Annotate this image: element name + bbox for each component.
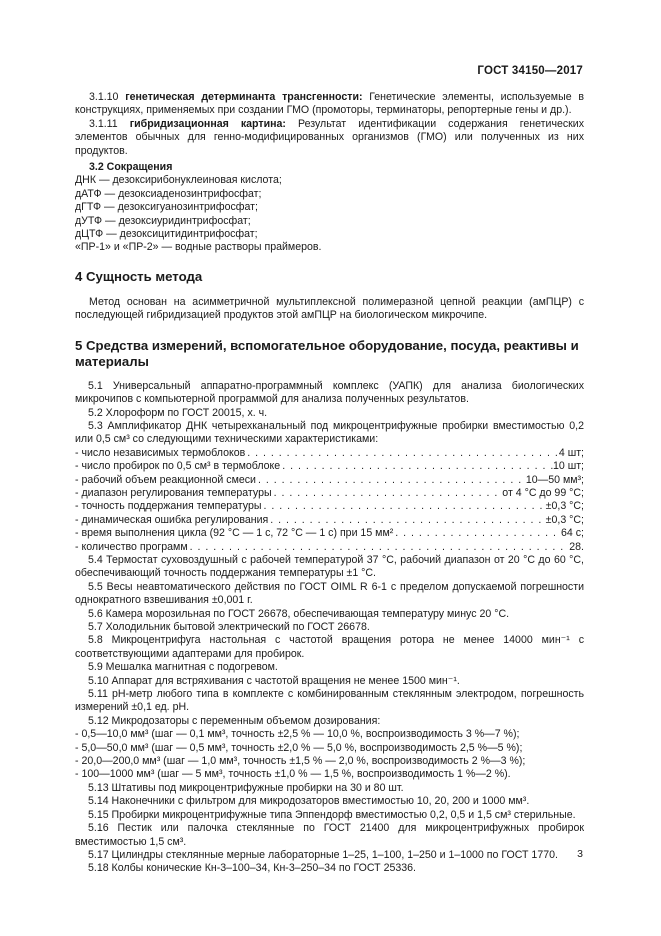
list-item: - 5,0—50,0 мм³ (шаг — 0,5 мм³, точность ±2,0 % — 5,0 %, воспроизводимость 2,5 %—5 %);: [75, 741, 523, 754]
spec-row: [75, 500, 584, 513]
spec-value: от 4 °C до 99 °C;: [502, 486, 584, 499]
term-number: 3.1.10: [89, 91, 119, 103]
leader-dots: [261, 500, 545, 513]
leader-dots: [272, 487, 503, 500]
leader-dots: [268, 514, 545, 527]
paragraph-5-17: 5.17 Цилиндры стеклянные мерные лабораторные 1–25, 1–100, 1–250 и 1–1000 по ГОСТ 1770.: [88, 848, 558, 861]
spec-row: [75, 447, 584, 460]
document-code: ГОСТ 34150—2017: [477, 65, 583, 77]
spec-value: 4 шт;: [558, 446, 584, 459]
page-number: 3: [577, 848, 583, 860]
list-item: - 0,5—10,0 мм³ (шаг — 0,1 мм³, точность ±2,5 % — 10,0 %, воспроизводимость 3 %—7 %);: [75, 728, 520, 741]
spec-value: 10 шт;: [552, 460, 584, 473]
list-item: дГТФ — дезоксигуанозинтрифосфат;: [75, 201, 258, 214]
paragraph-5-6: 5.6 Камера морозильная по ГОСТ 26678, обеспечивающая температуру минус 20 °C.: [88, 607, 510, 620]
list-item: ДНК — дезоксирибонуклеиновая кислота;: [75, 174, 282, 187]
spec-row: [75, 460, 584, 473]
term-name: гибридизационная картина:: [129, 117, 286, 130]
paragraph-5-18: 5.18 Колбы конические Кн-3–100–34, Кн-3–250–34 по ГОСТ 25336.: [88, 862, 416, 875]
spec-row: [75, 527, 584, 540]
paragraph-5-15: 5.15 Пробирки микроцентрифужные типа Эппендорф вместимостью 0,2, 0,5 и 1,5 см³ стерильные.: [88, 808, 576, 821]
paragraph-5-16: 5.16 Пестик или палочка стеклянные по ГОСТ 21400 для микроцентрифужных пробирок вместимостью 1,5 см³.: [75, 822, 584, 848]
spec-value: ±0,3 °C;: [545, 500, 584, 513]
list-item: дУТФ — дезоксиуридинтрифосфат;: [75, 214, 251, 227]
term-definition: Результат идентификации содержания генетических элементов обычных для генно-модифицированных организмов (ГМО) или полученных из них продуктов.: [75, 117, 584, 157]
list-item: дЦТФ — дезоксицитидинтрифосфат;: [75, 228, 258, 241]
spec-label: - диапазон регулирования температуры: [75, 486, 272, 499]
paragraph-5-3: 5.3 Амплификатор ДНК четырехканальный под микроцентрифужные пробирки вместимостью 0,2 или 0,5 см³ со следующими техническими характеристиками:: [75, 419, 584, 446]
leader-dots: [245, 447, 559, 460]
spec-label: - число независимых термоблоков: [75, 446, 246, 459]
leader-dots: [393, 527, 561, 540]
leader-dots: [280, 460, 553, 473]
paragraph-5-8: 5.8 Микроцентрифуга настольная с частотой вращения ротора не менее 14000 мин⁻¹ с соответствующими адаптерами для пробирок.: [75, 634, 584, 660]
spec-label: - время выполнения цикла (92 °C — 1 с, 72 °C — 1 с) при 15 мм²: [75, 527, 394, 540]
paragraph-5-7: 5.7 Холодильник бытовой электрический по ГОСТ 26678.: [88, 621, 370, 633]
paragraph-5-14: 5.14 Наконечники с фильтром для микродозаторов вместимостью 10, 20, 200 и 1000 мм³.: [88, 795, 530, 808]
abbreviations-list: [75, 174, 584, 254]
term-number: 3.1.11: [89, 117, 118, 130]
paragraph-5-5: 5.5 Весы неавтоматического действия по ГОСТ OIML R 6-1 с пределом допускаемой погрешности однократного взвешивания ±0,001 г.: [75, 580, 584, 607]
spec-value: ±0,3 °C;: [545, 513, 584, 526]
term-3-1-10: [75, 91, 584, 118]
section-4-heading: 4 Сущность метода: [75, 268, 203, 284]
paragraph-5-13: 5.13 Штативы под микроцентрифужные пробирки на 30 и 80 шт.: [88, 781, 404, 794]
list-item: - 100—1000 мм³ (шаг — 5 мм³, точность ±1,0 % — 1,5 %, воспроизводимость 1 %—2 %).: [75, 768, 511, 781]
leader-dots: [188, 541, 570, 554]
paragraph-5-2: 5.2 Хлороформ по ГОСТ 20015, х. ч.: [88, 406, 268, 419]
list-item: - 20,0—200,0 мм³ (шаг — 1,0 мм³, точность ±1,5 % — 2,0 %, воспроизводимость 2 %—3 %);: [75, 755, 526, 768]
term-3-1-11: [75, 118, 584, 158]
abbreviations-heading: 3.2 Сокращения: [89, 161, 173, 174]
list-item: «ПР-1» и «ПР-2» — водные растворы праймеров.: [75, 241, 322, 254]
paragraph-5-4: 5.4 Термостат суховоздушный с рабочей температурой 37 °C, рабочий диапазон от 20 °C до 60 °C, обеспечивающий точность поддержания температуры ±1 °C.: [75, 553, 584, 580]
paragraph-5-12: 5.12 Микродозаторы с переменным объемом дозирования:: [88, 714, 381, 727]
paragraph-5-9: 5.9 Мешалка магнитная с подогревом.: [88, 661, 278, 674]
spec-row: [75, 487, 584, 500]
term-name: генетическая детерминанта трансгенности:: [125, 91, 363, 103]
list-item: дАТФ — дезоксиаденозинтрифосфат;: [75, 187, 262, 200]
spec-list: [75, 447, 584, 554]
spec-row: [75, 541, 584, 554]
doser-list: [75, 728, 584, 782]
spec-value: 28.: [569, 540, 584, 553]
spec-label: - число пробирок по 0,5 см³ в термоблоке: [75, 460, 281, 473]
paragraph-5-11: 5.11 рН-метр любого типа в комплекте с комбинированным стеклянным электродом, погрешность измерений ±0,1 ед. рН.: [75, 688, 584, 714]
spec-row: [75, 514, 584, 527]
term-definition: Генетические элементы, используемые в конструкциях, применяемых при создании ГМО (промоторы, терминаторы, репортерные гены и др.).: [75, 91, 584, 117]
page-body: [75, 91, 584, 876]
spec-label: - количество программ: [75, 540, 188, 553]
paragraph-5-1: 5.1 Универсальный аппаратно-программный комплекс (УАПК) для анализа биологических микрочипов с компьютерной программой для анализа полученных результатов.: [75, 379, 584, 406]
section-4-text: Метод основан на асимметричной мультиплексной полимеразной цепной реакции (амПЦР) с последующей гибридизацией продуктов этой амПЦР на биологическом микрочипе.: [75, 295, 584, 322]
paragraph-5-10: 5.10 Аппарат для встряхивания с частотой вращения не менее 1500 мин⁻¹.: [88, 674, 460, 687]
spec-value: 64 с;: [561, 527, 584, 540]
spec-row: [75, 474, 584, 487]
spec-label: - рабочий объем реакционной смеси: [75, 473, 256, 486]
spec-label: - точность поддержания температуры: [75, 500, 262, 513]
leader-dots: [256, 474, 526, 487]
spec-value: 10—50 мм³;: [525, 473, 584, 486]
spec-label: - динамическая ошибка регулирования: [75, 513, 269, 526]
section-5-heading: 5 Средства измерений, вспомогательное оборудование, посуда, реактивы и материалы: [75, 337, 579, 369]
